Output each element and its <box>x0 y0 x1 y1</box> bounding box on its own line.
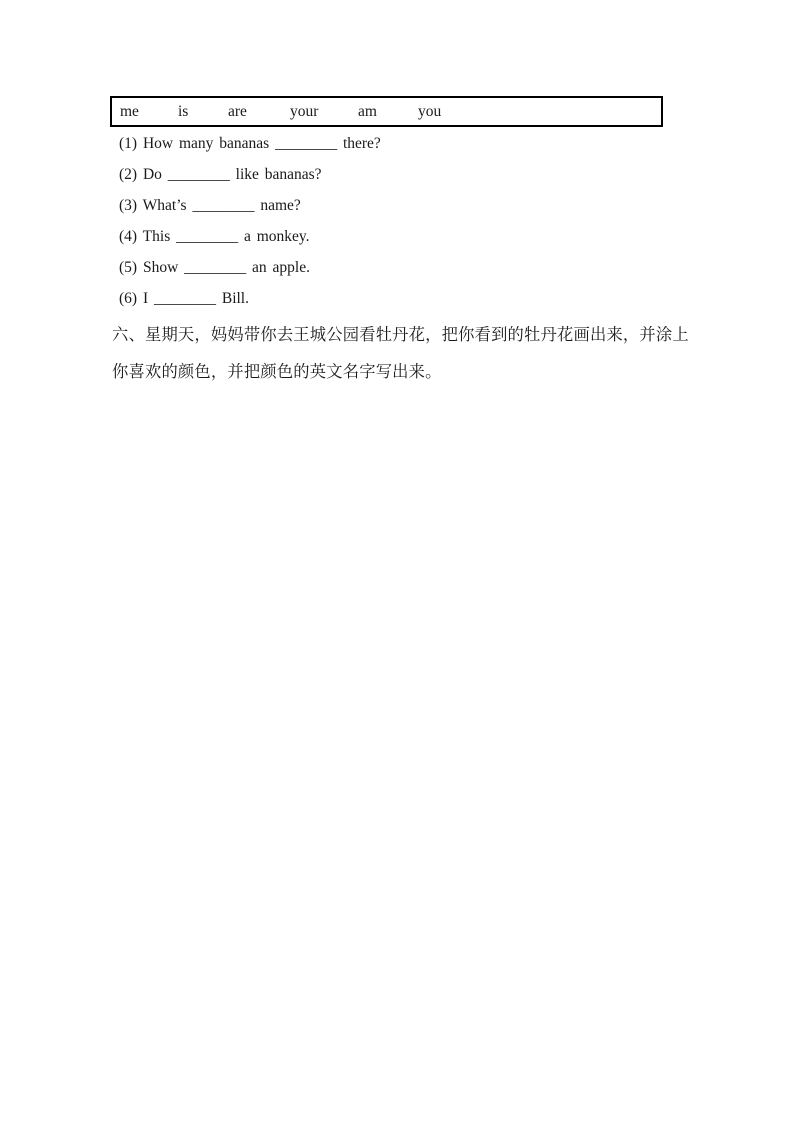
question-line-2: (2) Do ________ like bananas? <box>119 166 322 183</box>
word-bank-word: are <box>228 102 247 120</box>
question-line-6: (6) I ________ Bill. <box>119 290 249 307</box>
section-six-instructions <box>112 316 712 390</box>
word-bank-word: me <box>120 102 139 120</box>
section-six-line-2: 你喜欢的颜色，并把颜色的英文名字写出来。 <box>112 362 442 381</box>
question-line-3: (3) What’s ________ name? <box>119 197 301 214</box>
fill-in-blank-questions <box>119 128 381 314</box>
question-line-1: (1) How many bananas ________ there? <box>119 135 381 152</box>
question-line-4: (4) This ________ a monkey. <box>119 228 310 245</box>
word-bank-word: is <box>178 102 189 120</box>
section-six-line-1: 六、星期天，妈妈带你去王城公园看牡丹花，把你看到的牡丹花画出来，并涂上 <box>112 325 689 344</box>
word-bank-word: your <box>290 102 319 120</box>
word-bank-box <box>110 96 663 127</box>
question-line-5: (5) Show ________ an apple. <box>119 259 310 276</box>
word-bank-word: am <box>358 102 377 120</box>
word-bank-word: you <box>418 102 442 120</box>
